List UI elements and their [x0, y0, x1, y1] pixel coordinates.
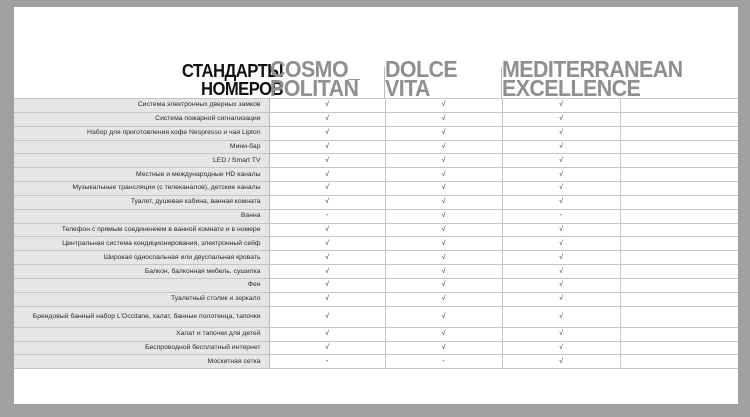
column-header-line-1: COSMO_	[270, 56, 360, 82]
feature-label: Телефон с прямым соединением в ванной комнате и в номере	[14, 223, 269, 237]
availability-mark: √	[385, 99, 502, 113]
table-row	[14, 265, 738, 279]
empty-cell	[620, 292, 738, 306]
availability-mark: √	[269, 99, 385, 113]
availability-mark: √	[385, 278, 502, 292]
table-row	[14, 278, 738, 292]
availability-mark: √	[385, 182, 502, 196]
table-row	[14, 195, 738, 209]
table-row	[14, 140, 738, 154]
feature-label: Балкон, балконная мебель, сушилка	[14, 265, 269, 279]
column-header-line-2: VITA	[385, 75, 430, 101]
empty-cell	[620, 251, 738, 265]
availability-mark: -	[502, 209, 620, 223]
empty-cell	[620, 341, 738, 355]
column-divider	[501, 67, 502, 99]
column-header-mediterranean	[502, 56, 683, 101]
table-row	[14, 168, 738, 182]
feature-label: Система электронных дверных замков	[14, 99, 269, 113]
empty-cell	[620, 237, 738, 251]
table-row	[14, 292, 738, 306]
availability-mark: √	[269, 292, 385, 306]
availability-mark: √	[502, 292, 620, 306]
availability-mark: -	[385, 355, 502, 369]
empty-cell	[620, 140, 738, 154]
feature-label: Ванна	[14, 209, 269, 223]
feature-label: Беспроводной бесплатный интернет	[14, 341, 269, 355]
feature-label: Набор для приготовления кофе Nespresso и чая Lipton	[14, 126, 269, 140]
feature-label: Музыкальные трансляции (с телеканалов), детские каналы	[14, 182, 269, 196]
availability-mark: √	[385, 341, 502, 355]
table-row	[14, 99, 738, 113]
table-row	[14, 327, 738, 341]
availability-mark: √	[269, 182, 385, 196]
feature-label: Местные и международные HD каналы	[14, 168, 269, 182]
empty-cell	[620, 168, 738, 182]
table-row	[14, 209, 738, 223]
empty-cell	[620, 355, 738, 369]
empty-cell	[620, 182, 738, 196]
availability-mark: √	[502, 327, 620, 341]
availability-mark: √	[385, 168, 502, 182]
table-row	[14, 341, 738, 355]
availability-mark: √	[269, 265, 385, 279]
table-row	[14, 355, 738, 369]
table-row	[14, 154, 738, 168]
availability-mark: √	[502, 99, 620, 113]
feature-label: Москитная сетка	[14, 355, 269, 369]
availability-mark: √	[385, 195, 502, 209]
column-header-line-2: EXCELLENCE	[502, 75, 641, 101]
feature-label: Центральная система кондиционирования, электронный сейф	[14, 237, 269, 251]
table-row	[14, 306, 738, 327]
empty-cell	[620, 278, 738, 292]
availability-mark: √	[385, 209, 502, 223]
availability-mark: √	[502, 278, 620, 292]
availability-mark: √	[502, 251, 620, 265]
column-header-dolce-vita	[385, 56, 458, 101]
availability-mark: √	[502, 140, 620, 154]
empty-cell	[620, 223, 738, 237]
availability-mark: √	[502, 341, 620, 355]
room-standards-table	[14, 98, 738, 369]
availability-mark: -	[269, 355, 385, 369]
empty-cell	[620, 306, 738, 327]
availability-mark: √	[269, 341, 385, 355]
table-row	[14, 251, 738, 265]
availability-mark: √	[385, 327, 502, 341]
table-row	[14, 112, 738, 126]
availability-mark: √	[269, 251, 385, 265]
availability-mark: √	[502, 265, 620, 279]
availability-mark: √	[269, 140, 385, 154]
availability-mark: √	[385, 306, 502, 327]
availability-mark: √	[385, 112, 502, 126]
feature-label: Халат и тапочки для детей	[14, 327, 269, 341]
availability-mark: √	[269, 306, 385, 327]
feature-label: Туалет, душевая кабина, ванная комната	[14, 195, 269, 209]
availability-mark: √	[502, 126, 620, 140]
availability-mark: √	[269, 168, 385, 182]
column-header-line-1: MEDITERRANEAN	[502, 56, 683, 82]
availability-mark: -	[269, 209, 385, 223]
availability-mark: √	[269, 237, 385, 251]
column-divider	[384, 67, 385, 99]
availability-mark: √	[385, 265, 502, 279]
column-header-line-1: DOLCE	[385, 56, 458, 82]
empty-cell	[620, 209, 738, 223]
feature-label: Туалетный столик и зеркало	[14, 292, 269, 306]
availability-mark: √	[269, 112, 385, 126]
availability-mark: √	[385, 140, 502, 154]
availability-mark: √	[269, 195, 385, 209]
availability-mark: √	[269, 223, 385, 237]
table-body	[14, 99, 738, 369]
availability-mark: √	[502, 306, 620, 327]
availability-mark: √	[385, 223, 502, 237]
feature-label: Фен	[14, 278, 269, 292]
page-title	[129, 62, 283, 98]
empty-cell	[620, 195, 738, 209]
title-line-2: НОМЕРОВ	[200, 78, 283, 99]
availability-mark: √	[269, 126, 385, 140]
availability-mark: √	[502, 182, 620, 196]
availability-mark: √	[385, 251, 502, 265]
feature-label: Широкая односпальная или двуспальная кровать	[14, 251, 269, 265]
feature-label: Брендовый банный набор L'Occitane, халат, банные полотенца, тапочки	[14, 306, 269, 327]
empty-cell	[620, 265, 738, 279]
availability-mark: √	[502, 355, 620, 369]
empty-cell	[620, 126, 738, 140]
availability-mark: √	[502, 223, 620, 237]
title-line-1: СТАНДАРТЫ	[181, 60, 283, 81]
availability-mark: √	[385, 237, 502, 251]
availability-mark: √	[385, 292, 502, 306]
availability-mark: √	[502, 195, 620, 209]
table-row	[14, 223, 738, 237]
availability-mark: √	[269, 154, 385, 168]
empty-cell	[620, 327, 738, 341]
availability-mark: √	[502, 168, 620, 182]
empty-cell	[620, 154, 738, 168]
column-header-cosmopolitan	[270, 56, 360, 101]
availability-mark: √	[502, 154, 620, 168]
availability-mark: √	[502, 237, 620, 251]
table-row	[14, 182, 738, 196]
column-header-line-2: POLITAN	[270, 75, 359, 101]
feature-label: Мини-бар	[14, 140, 269, 154]
availability-mark: √	[269, 327, 385, 341]
content-panel	[14, 7, 738, 404]
empty-cell	[620, 112, 738, 126]
table-row	[14, 237, 738, 251]
availability-mark: √	[385, 154, 502, 168]
availability-mark: √	[269, 278, 385, 292]
availability-mark: √	[502, 112, 620, 126]
availability-mark: √	[385, 126, 502, 140]
feature-label: LED / Smart TV	[14, 154, 269, 168]
feature-label: Система пожарной сигнализации	[14, 112, 269, 126]
empty-cell	[620, 99, 738, 113]
table-row	[14, 126, 738, 140]
